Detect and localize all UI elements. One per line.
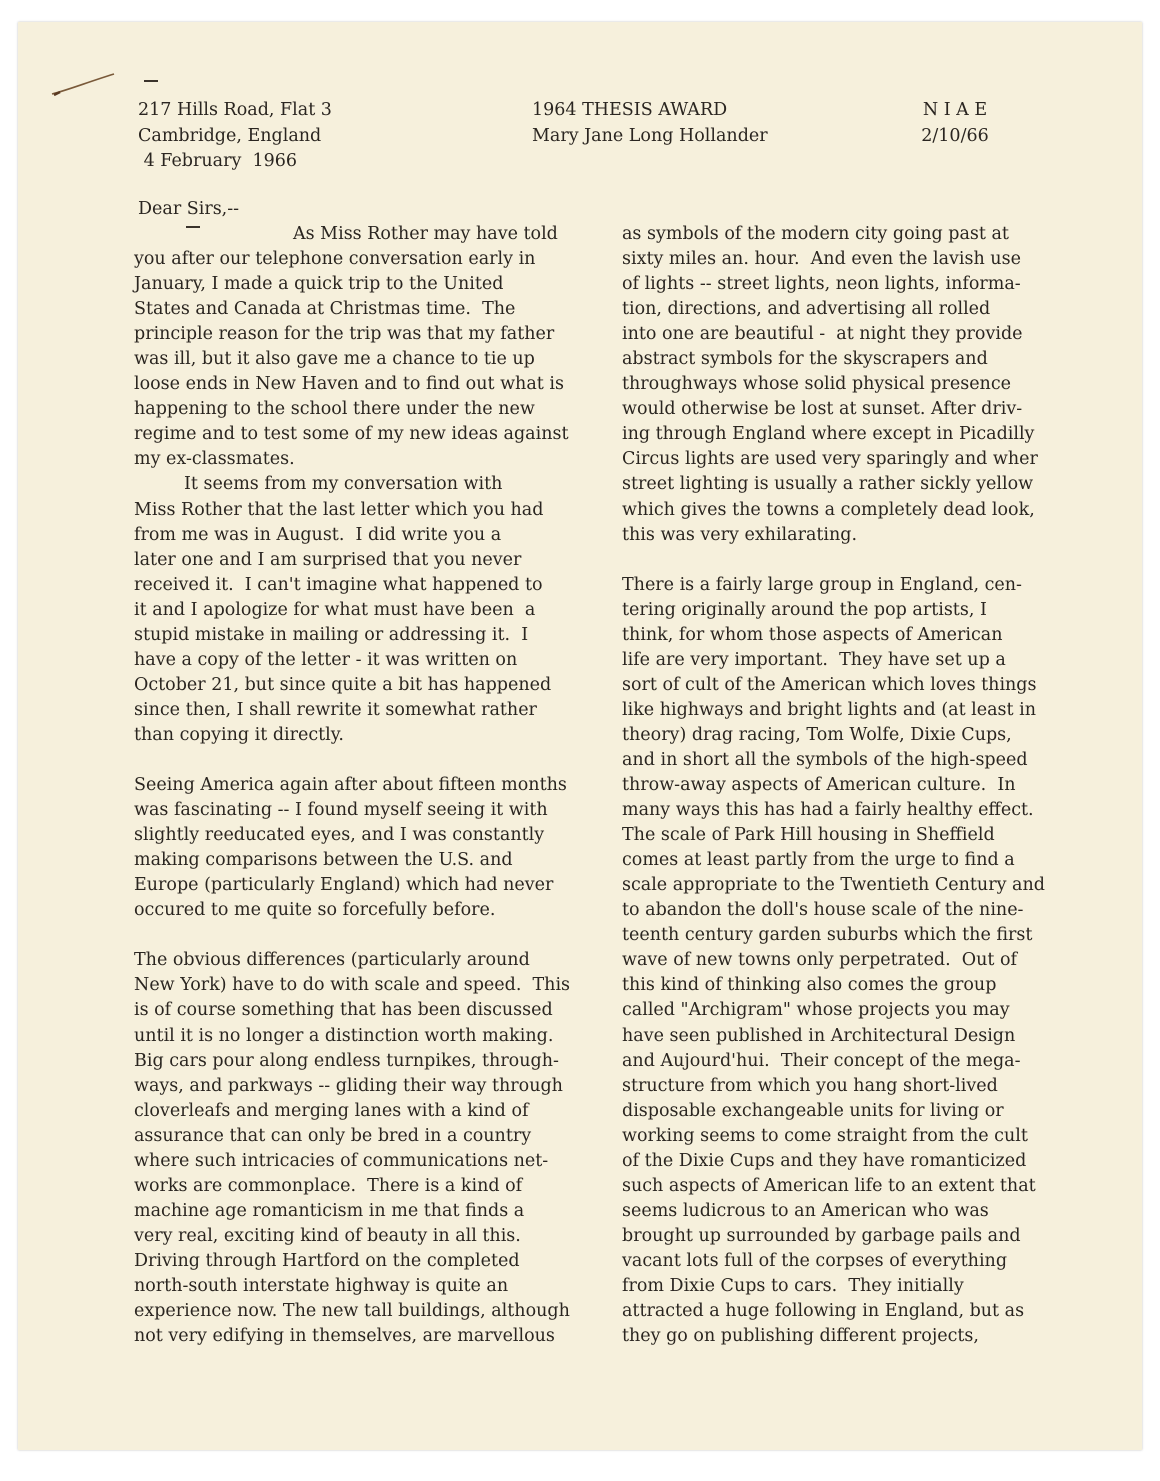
text-line: and Aujourd'hui. Their concept of the mega-	[622, 1050, 1021, 1071]
text-line: As Miss Rother may have told	[293, 224, 558, 244]
text-line: this kind of thinking also comes the group	[622, 975, 997, 996]
pencil-mark-icon	[48, 70, 118, 100]
text-line: The scale of Park Hill housing in Sheffield	[622, 825, 995, 846]
text-line: like highways and bright lights and (at least in	[622, 699, 1037, 720]
text-line: have seen published in Architectural Design	[622, 1025, 1016, 1046]
text-line: regime and to test some of my new ideas against	[134, 424, 569, 445]
text-line: January, I made a quick trip to the United	[134, 274, 504, 295]
text-line: vacant lots full of the corpses of everything	[622, 1250, 1008, 1271]
text-line: called "Archigram" whose projects you may	[622, 1000, 1010, 1021]
text-line: attracted a huge following in England, but as	[622, 1301, 1025, 1322]
text-line: is of course something that has been discussed	[134, 1000, 553, 1021]
text-line: abstract symbols for the skyscrapers and	[622, 349, 988, 370]
award-header	[532, 98, 768, 149]
text-line: which gives the towns a completely dead look,	[622, 499, 1035, 520]
text-line: not very edifying in themselves, are marvellous	[134, 1326, 555, 1347]
typed-mark	[144, 80, 158, 82]
text-line: works are commonplace. There is a kind of	[134, 1175, 523, 1196]
org-name: N I A E	[922, 100, 988, 120]
received-date: 2/10/66	[921, 125, 989, 146]
text-line: and in short all the symbols of the high-speed	[622, 749, 1028, 770]
salutation: Dear Sirs,--	[138, 199, 240, 219]
text-line: received it. I can't imagine what happened to	[134, 574, 543, 595]
text-line: north-south interstate highway is quite an	[134, 1275, 509, 1296]
text-line: teenth century garden suburbs which the first	[622, 925, 1033, 946]
text-line: this was very exhilarating.	[622, 524, 858, 545]
text-line: sixty miles an. hour. And even the lavish use	[622, 249, 1021, 270]
text-line: It seems from my conversation with	[184, 474, 503, 495]
text-line: seems ludicrous to an American who was	[622, 1200, 989, 1221]
text-line: comes at least partly from the urge to find a	[622, 850, 1015, 871]
text-line: principle reason for the trip was that my father	[134, 324, 555, 345]
text-line: Miss Rother that the last letter which you had	[134, 499, 544, 520]
text-line: many ways this has had a fairly healthy effect.	[622, 800, 1034, 821]
text-line: my ex-classmates.	[134, 449, 295, 470]
text-line: have a copy of the letter - it was written on	[134, 649, 518, 670]
text-line: Seeing America again after about fifteen months	[134, 775, 567, 796]
text-line: would otherwise be lost at sunset. After driv-	[622, 399, 1023, 420]
text-line: assurance that can only be bred in a country	[134, 1125, 532, 1146]
text-line: it and I apologize for what must have been a	[134, 599, 536, 620]
text-line: Europe (particularly England) which had never	[134, 875, 554, 896]
text-line: making comparisons between the U.S. and	[134, 850, 513, 871]
award-title: 1964 THESIS AWARD	[532, 100, 728, 120]
text-line: Big cars pour along endless turnpikes, through-	[134, 1050, 559, 1071]
text-line: States and Canada at Christmas time. The	[134, 299, 516, 320]
text-line: happening to the school there under the new	[134, 399, 535, 420]
paragraph-gap	[134, 748, 570, 773]
text-line: throw-away aspects of American culture. In	[622, 775, 1016, 796]
text-line: ways, and parkways -- gliding their way through	[134, 1075, 563, 1096]
text-line: New York) have to do with scale and speed. This	[134, 975, 571, 996]
text-line: into one are beautiful - at night they provide	[622, 324, 1023, 345]
text-line: such aspects of American life to an extent that	[622, 1175, 1036, 1196]
text-line: Driving through Hartford on the completed	[134, 1250, 520, 1271]
org-stamp	[900, 98, 1010, 149]
text-line: occured to me quite so forcefully before.	[134, 900, 496, 921]
text-line: The obvious differences (particularly around	[134, 950, 530, 971]
text-line: life are very important. They have set up a	[622, 649, 1006, 670]
text-line: where such intricacies of communications net-	[134, 1150, 549, 1171]
paragraph-gap	[134, 923, 570, 948]
text-line: structure from which you hang short-lived	[622, 1075, 998, 1096]
text-line: October 21, but since quite a bit has happened	[134, 674, 552, 695]
text-line: tering originally around the pop artists, I	[622, 599, 987, 620]
left-column	[134, 222, 570, 1349]
text-line: from Dixie Cups to cars. They initially	[622, 1275, 964, 1296]
text-line: to abandon the doll's house scale of the nine-	[622, 900, 1024, 921]
text-line: working seems to come straight from the cult	[622, 1125, 1028, 1146]
text-line: There is a fairly large group in England, cen-	[622, 574, 1022, 595]
text-line: of lights -- street lights, neon lights, informa-	[622, 274, 1021, 295]
text-line: ing through England where except in Picadilly	[622, 424, 1035, 445]
text-line: since then, I shall rewrite it somewhat rather	[134, 699, 537, 720]
text-line: Circus lights are used very sparingly and wher	[622, 449, 1038, 470]
text-line: theory) drag racing, Tom Wolfe, Dixie Cups,	[622, 724, 1012, 745]
text-line: disposable exchangeable units for living or	[622, 1100, 1004, 1121]
text-line: later one and I am surprised that you never	[134, 549, 522, 570]
text-line: very real, exciting kind of beauty in all this.	[134, 1225, 521, 1246]
text-line: brought up surrounded by garbage pails and	[622, 1225, 1021, 1246]
text-line: you after our telephone conversation early in	[134, 249, 536, 270]
letter-date: 4 February 1966	[138, 151, 297, 171]
text-line: cloverleafs and merging lanes with a kind of	[134, 1100, 529, 1121]
text-line: stupid mistake in mailing or addressing it. I	[134, 624, 529, 645]
text-line: as symbols of the modern city going past at	[622, 224, 1009, 244]
text-line: sort of cult of the American which loves things	[622, 674, 1037, 695]
text-line: tion, directions, and advertising all rolled	[622, 299, 991, 320]
award-recipient: Mary Jane Long Hollander	[532, 125, 768, 146]
text-line: street lighting is usually a rather sickly yellow	[622, 474, 1034, 495]
text-line: was ill, but it also gave me a chance to tie up	[134, 349, 535, 370]
text-line: wave of new towns only perpetrated. Out of	[622, 950, 1017, 971]
right-column	[622, 222, 1045, 1349]
text-line: machine age romanticism in me that finds a	[134, 1200, 525, 1221]
text-line: of the Dixie Cups and they have romanticized	[622, 1150, 1027, 1171]
text-line: they go on publishing different projects,	[622, 1326, 979, 1347]
text-line: experience now. The new tall buildings, although	[134, 1301, 570, 1322]
text-line: than copying it directly.	[134, 724, 344, 745]
text-line: until it is no longer a distinction worth making.	[134, 1025, 554, 1046]
text-line: scale appropriate to the Twentieth Century and	[622, 875, 1045, 896]
text-line: slightly reeducated eyes, and I was constantly	[134, 825, 545, 846]
text-line: throughways whose solid physical presence	[622, 374, 1011, 395]
text-line: from me was in August. I did write you a	[134, 524, 502, 545]
paragraph-gap	[622, 548, 1045, 573]
text-line: think, for whom those aspects of American	[622, 624, 1003, 645]
text-line: loose ends in New Haven and to find out what is	[134, 374, 564, 395]
text-line: was fascinating -- I found myself seeing it with	[134, 800, 548, 821]
address-line: 217 Hills Road, Flat 3	[138, 100, 332, 120]
sender-address	[138, 98, 332, 175]
address-line: Cambridge, England	[138, 125, 322, 146]
